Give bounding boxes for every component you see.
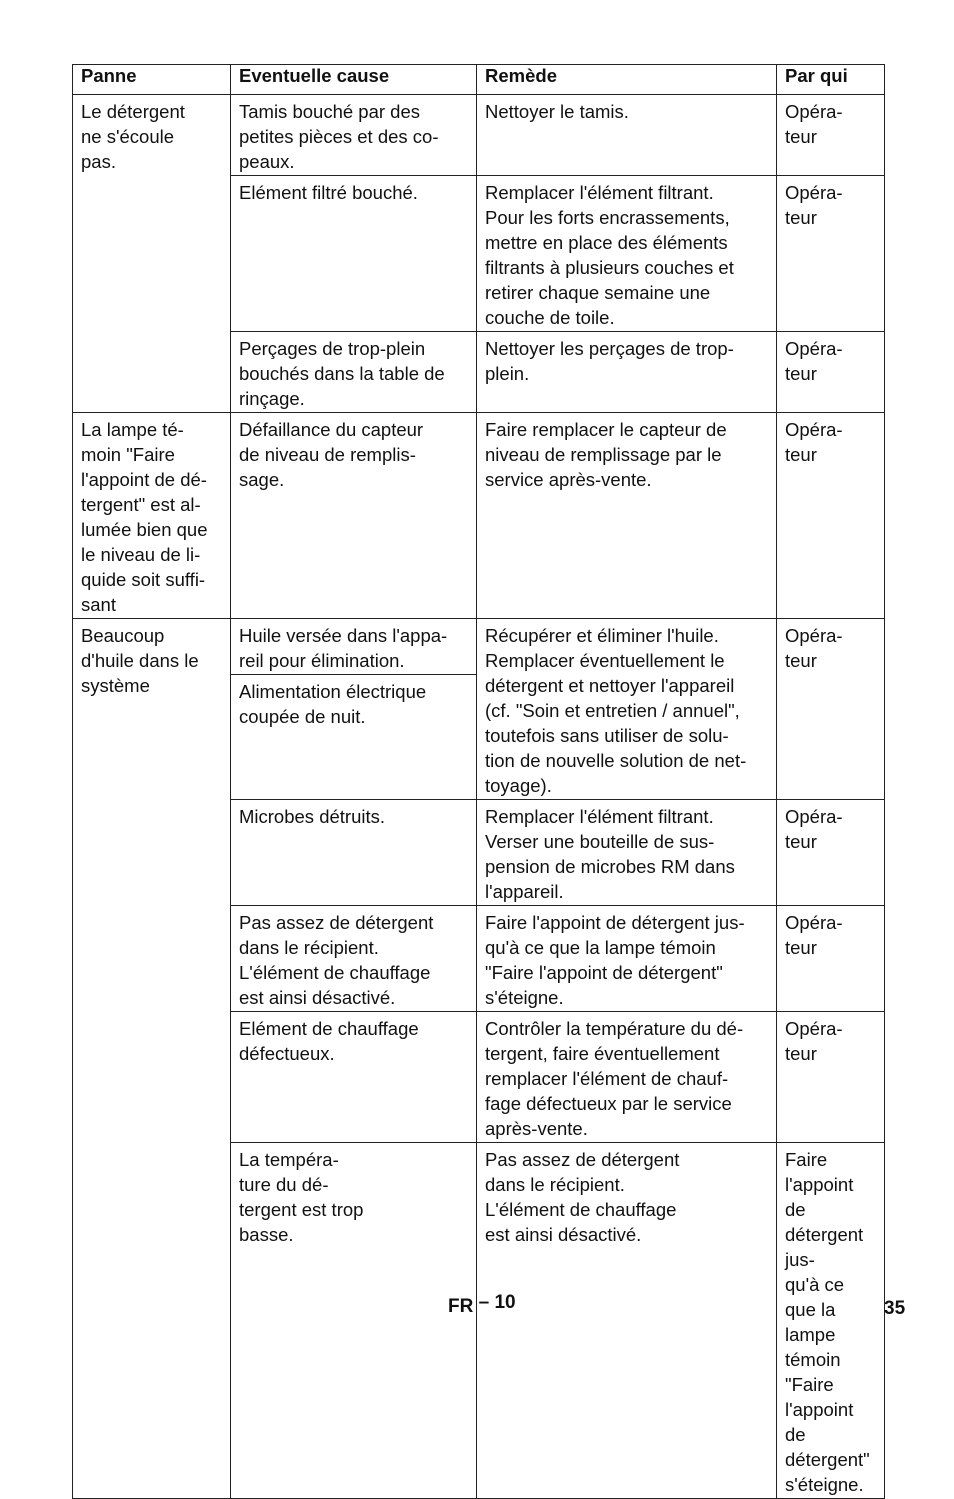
cause-cell: Défaillance du capteur de niveau de remplis- sage. xyxy=(231,413,477,619)
header-cause: Eventuelle cause xyxy=(231,65,477,95)
header-panne: Panne xyxy=(73,65,231,95)
footer-section-page: – 10 xyxy=(478,1292,516,1313)
panne-cell: Le détergent ne s'écoule pas. xyxy=(73,95,231,413)
remede-cell: Nettoyer les perçages de trop- plein. xyxy=(477,332,777,413)
remede-cell: Récupérer et éliminer l'huile. Remplacer éventuellement le détergent et nettoyer l'appareil (cf. "Soin et entretien / annuel", toutefois sans utiliser de solu- tion de nouvelle solution de net- toyage). xyxy=(477,619,777,800)
panne-cell: La tempéra- ture du dé- tergent est trop basse. xyxy=(231,1143,477,1499)
remede-cell: Faire l'appoint de détergent jus- qu'à ce que la lampe témoin "Faire l'appoint de détergent" s'éteigne. xyxy=(477,906,777,1012)
remede-cell: Contrôler la température du dé- tergent, faire éventuellement remplacer l'élément de chauf- fage défectueux par le service après-vente. xyxy=(477,1012,777,1143)
cause-cell: Pas assez de détergent dans le récipient. L'élément de chauffage est ainsi désactivé. xyxy=(231,906,477,1012)
par-qui-cell: Opéra- teur xyxy=(777,176,885,332)
par-qui-cell: Opéra- teur xyxy=(777,413,885,619)
par-qui-cell: Opéra- teur xyxy=(777,800,885,906)
par-qui-cell: Opéra- teur xyxy=(777,906,885,1012)
table-row xyxy=(73,95,885,176)
header-par-qui: Par qui xyxy=(777,65,885,95)
table-row xyxy=(73,413,885,619)
footer-section: FR xyxy=(448,1296,474,1317)
par-qui-cell: Opéra- teur xyxy=(777,619,885,800)
table-row xyxy=(73,619,885,675)
cause-cell: Alimentation électrique coupée de nuit. xyxy=(231,675,477,800)
cause-cell: Tamis bouché par des petites pièces et des co- peaux. xyxy=(231,95,477,176)
cause-cell: Microbes détruits. xyxy=(231,800,477,906)
par-qui-cell: Opéra- teur xyxy=(777,332,885,413)
remede-cell: Remplacer l'élément filtrant. Verser une bouteille de sus- pension de microbes RM dans l'appareil. xyxy=(477,800,777,906)
header-remede: Remède xyxy=(477,65,777,95)
cause-cell: Huile versée dans l'appa- reil pour élimination. xyxy=(231,619,477,675)
page-number: 35 xyxy=(884,1298,906,1319)
table-header-row xyxy=(73,65,885,95)
remede-cell: Remplacer l'élément filtrant. Pour les forts encrassements, mettre en place des éléments filtrants à plusieurs couches et retirer chaque semaine une couche de toile. xyxy=(477,176,777,332)
remede-cell: Faire remplacer le capteur de niveau de remplissage par le service après-vente. xyxy=(477,413,777,619)
cause-cell: Elément filtré bouché. xyxy=(231,176,477,332)
panne-cell: La lampe té- moin "Faire l'appoint de dé- tergent" est al- lumée bien que le niveau de li- quide soit suffi- sant xyxy=(73,413,231,619)
footer-section-label xyxy=(448,1292,516,1318)
par-qui-cell: Opéra- teur xyxy=(777,95,885,176)
remede-cell: Nettoyer le tamis. xyxy=(477,95,777,176)
cause-cell: Perçages de trop-plein bouchés dans la table de rinçage. xyxy=(231,332,477,413)
cause-cell: Pas assez de détergent dans le récipient. L'élément de chauffage est ainsi désactivé. xyxy=(477,1143,777,1499)
par-qui-cell: Opéra- teur xyxy=(777,1012,885,1143)
cause-cell: Elément de chauffage défectueux. xyxy=(231,1012,477,1143)
panne-cell: Beaucoup d'huile dans le système xyxy=(73,619,231,1499)
remede-cell: Faire l'appoint de détergent jus- qu'à ce que la lampe témoin "Faire l'appoint de détergent" s'éteigne. xyxy=(777,1143,885,1499)
troubleshooting-table xyxy=(72,64,885,1499)
